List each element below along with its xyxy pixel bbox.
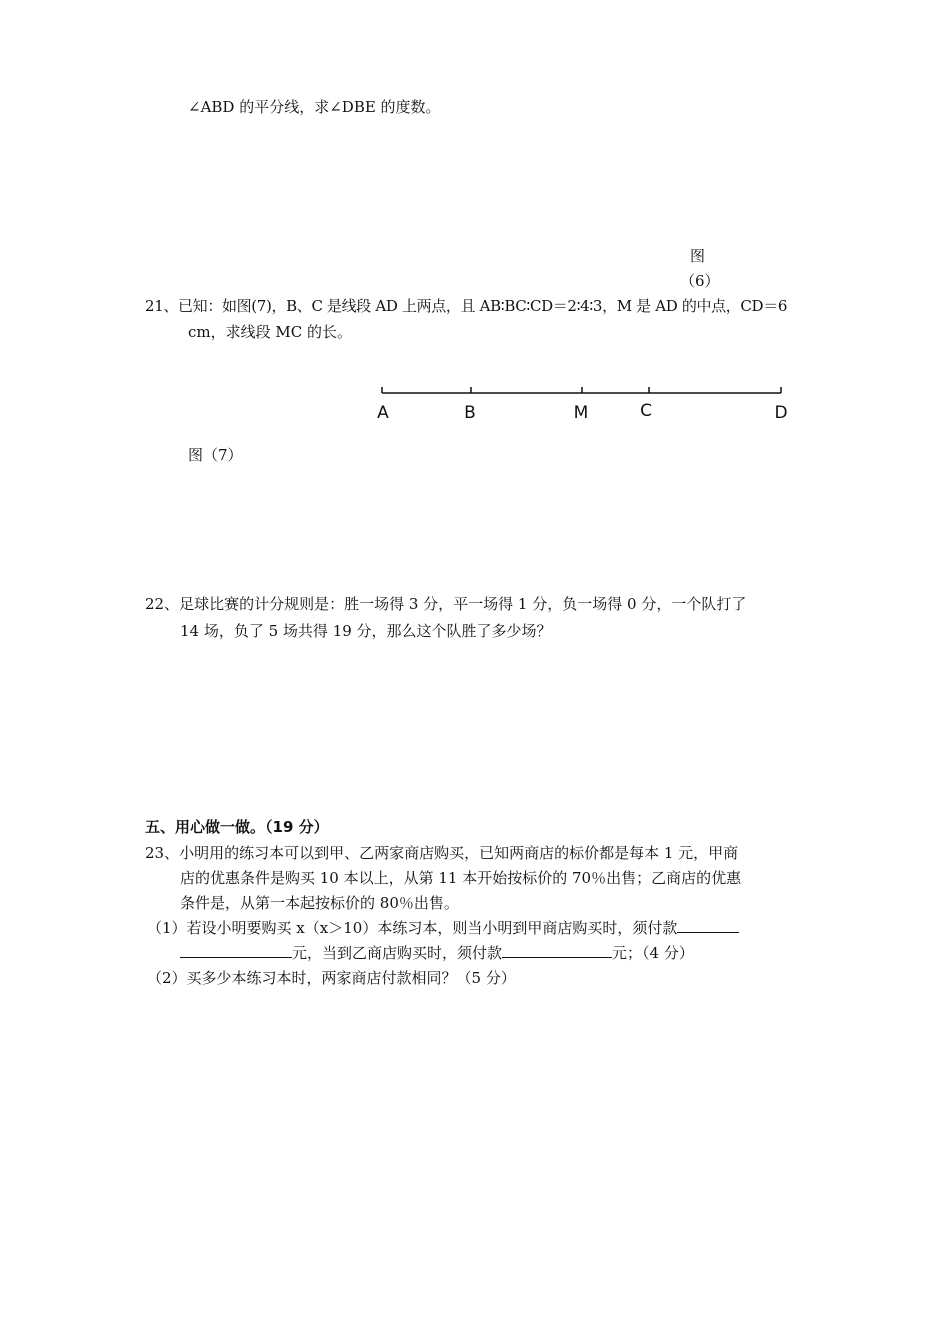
answer-blank-store-b[interactable] <box>502 943 612 958</box>
point-label-c: C <box>640 401 652 421</box>
q23-part-1-text: （1）若设小明要购买 x（x＞10）本练习本，则当小明到甲商店购买时，须付款 <box>147 919 678 937</box>
q21-line-2: cm，求线段 MC 的长。 <box>188 323 352 341</box>
point-label-m: M <box>573 403 589 423</box>
figure-7-caption: 图（7） <box>188 446 243 464</box>
point-label-b: B <box>464 403 476 423</box>
q23-line-2: 店的优惠条件是购买 10 本以上，从第 11 本开始按标价的 70％出售；乙商店的优惠 <box>180 869 742 887</box>
answer-blank-store-a-start[interactable] <box>677 918 739 933</box>
point-label-d: D <box>774 403 788 423</box>
figure-6-caption-number: （6） <box>680 272 720 290</box>
line-segment-figure-7 <box>372 384 797 430</box>
q23-part-2: （2）买多少本练习本时，两家商店付款相同？（5 分） <box>147 969 516 987</box>
q23-line-3: 条件是，从第一本起按标价的 80％出售。 <box>180 894 459 912</box>
q23-part-1-cont-b: 元；（4 分） <box>612 944 694 962</box>
point-label-a: A <box>377 403 389 423</box>
section-5-title: 五、用心做一做。（19 分） <box>145 818 329 836</box>
q21-line-1: 21、已知：如图(7)，B、C 是线段 AD 上两点，且 AB∶BC∶CD＝2∶4∶3，M 是 AD 的中点，CD＝6 <box>145 297 788 315</box>
figure-6-caption-word: 图 <box>690 247 706 265</box>
answer-blank-store-a[interactable] <box>180 943 292 958</box>
q23-part-1 <box>147 918 739 938</box>
q23-part-1-cont-a: 元，当到乙商店购买时，须付款 <box>292 944 503 962</box>
q20-tail-text: ∠ABD 的平分线，求∠DBE 的度数。 <box>188 98 441 116</box>
q22-line-1: 22、足球比赛的计分规则是：胜一场得 3 分，平一场得 1 分，负一场得 0 分，一个队打了 <box>145 595 747 613</box>
q23-part-1-continued <box>180 943 694 963</box>
q22-line-2: 14 场，负了 5 场共得 19 分，那么这个队胜了多少场？ <box>180 622 552 640</box>
q23-line-1: 23、小明用的练习本可以到甲、乙两家商店购买，已知两商店的标价都是每本 1 元，甲商 <box>145 844 739 862</box>
